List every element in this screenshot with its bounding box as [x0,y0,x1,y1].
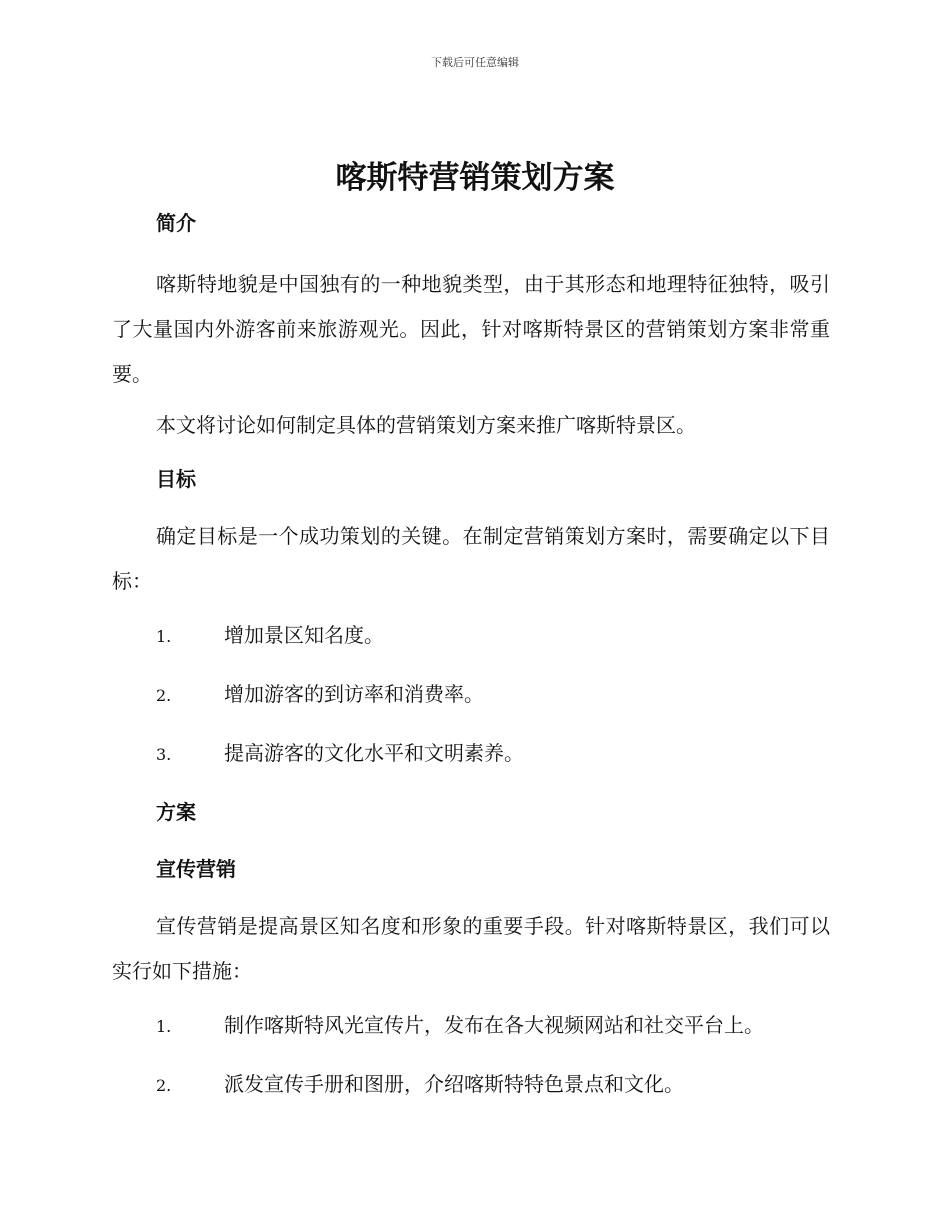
list-item [112,675,830,715]
document-title: 喀斯特营销策划方案 [335,160,615,196]
list-text: 增加景区知名度。 [224,623,384,647]
section-heading-promotion: 宣传营销 [156,857,236,881]
list-text: 制作喀斯特风光宣传片，发布在各大视频网站和社交平台上。 [224,1013,764,1037]
list-item [112,734,830,774]
section-heading-plan: 方案 [156,800,196,824]
section-heading-goals: 目标 [156,467,196,491]
document-body [112,204,830,1105]
goals-list [112,616,830,774]
promotion-list [112,1006,830,1105]
list-text: 提高游客的文化水平和文明素养。 [224,741,524,765]
list-number: 3. [156,745,172,764]
section-heading-intro: 简介 [156,211,196,235]
promotion-paragraph: 宣传营销是提高景区知名度和形象的重要手段。针对喀斯特景区，我们可以实行如下措施： [112,914,830,983]
list-number: 1. [156,1017,172,1036]
intro-paragraph-2: 本文将讨论如何制定具体的营销策划方案来推广喀斯特景区。 [156,413,696,437]
list-item [112,1006,830,1046]
intro-paragraph-1: 喀斯特地貌是中国独有的一种地貌类型，由于其形态和地理特征独特，吸引了大量国内外游客前来旅游观光。因此，针对喀斯特景区的营销策划方案非常重要。 [112,272,830,386]
list-number: 1. [156,627,172,646]
list-number: 2. [156,1076,172,1095]
list-number: 2. [156,686,172,705]
header-note: 下载后可任意编辑 [431,56,519,69]
goals-paragraph: 确定目标是一个成功策划的关键。在制定营销策划方案时，需要确定以下目标： [112,524,830,593]
list-text: 增加游客的到访率和消费率。 [224,682,484,706]
list-item [112,616,830,656]
list-item [112,1065,830,1105]
list-text: 派发宣传手册和图册，介绍喀斯特特色景点和文化。 [224,1072,684,1096]
